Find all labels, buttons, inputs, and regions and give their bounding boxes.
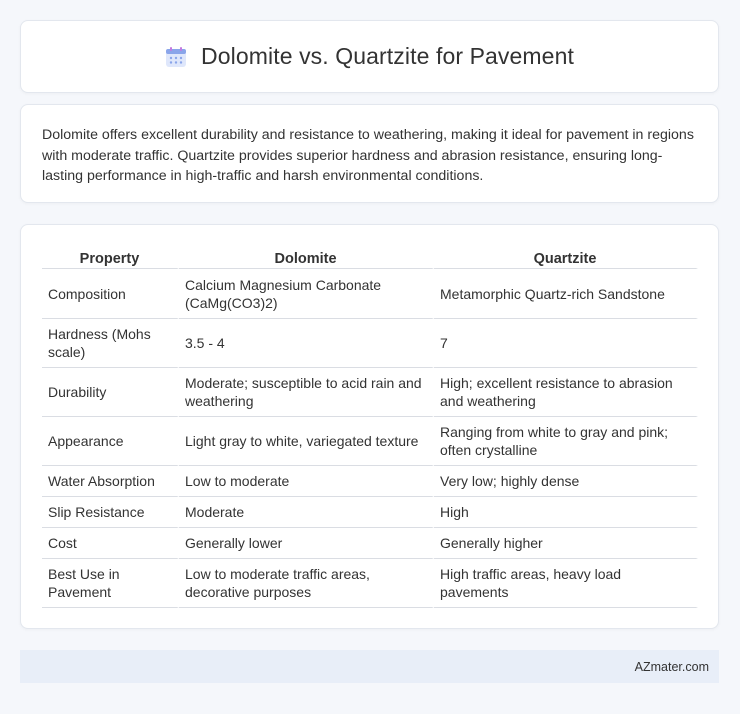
quartzite-cell: High traffic areas, heavy load pavements bbox=[434, 559, 698, 608]
dolomite-cell: Low to moderate traffic areas, decorative purposes bbox=[179, 559, 434, 608]
dolomite-cell: Light gray to white, variegated texture bbox=[179, 417, 434, 466]
quartzite-cell: Ranging from white to gray and pink; often crystalline bbox=[434, 417, 698, 466]
footer-brand: AZmater.com bbox=[634, 659, 709, 674]
quartzite-cell: Generally higher bbox=[434, 528, 698, 559]
quartzite-cell: High bbox=[434, 497, 698, 528]
property-cell: Cost bbox=[42, 528, 179, 559]
description-card bbox=[20, 104, 719, 203]
table-row bbox=[42, 417, 698, 466]
table-row bbox=[42, 319, 698, 368]
property-cell: Hardness (Mohs scale) bbox=[42, 319, 179, 368]
calendar-icon bbox=[165, 46, 187, 68]
property-cell: Appearance bbox=[42, 417, 179, 466]
table-row bbox=[42, 466, 698, 497]
table-row bbox=[42, 269, 698, 319]
footer bbox=[20, 650, 719, 683]
quartzite-cell: Metamorphic Quartz-rich Sandstone bbox=[434, 269, 698, 319]
table-header-row bbox=[42, 245, 698, 269]
column-header-dolomite: Dolomite bbox=[179, 245, 434, 269]
title-card bbox=[20, 20, 719, 93]
dolomite-cell: Moderate; susceptible to acid rain and weathering bbox=[179, 368, 434, 417]
quartzite-cell: High; excellent resistance to abrasion and weathering bbox=[434, 368, 698, 417]
property-cell: Slip Resistance bbox=[42, 497, 179, 528]
comparison-table bbox=[42, 245, 698, 608]
description-text: Dolomite offers excellent durability and resistance to weathering, making it ideal for pavement in regions with moderate traffic. Quartzite provides superior hardness and abrasion resistance, ensuring long-lasting performance in high-traffic and harsh environmental conditions. bbox=[42, 127, 694, 184]
dolomite-cell: 3.5 - 4 bbox=[179, 319, 434, 368]
table-row bbox=[42, 559, 698, 608]
dolomite-cell: Moderate bbox=[179, 497, 434, 528]
table-row bbox=[42, 528, 698, 559]
property-cell: Water Absorption bbox=[42, 466, 179, 497]
quartzite-cell: 7 bbox=[434, 319, 698, 368]
property-cell: Composition bbox=[42, 269, 179, 319]
column-header-property: Property bbox=[42, 245, 179, 269]
column-header-quartzite: Quartzite bbox=[434, 245, 698, 269]
page-title: Dolomite vs. Quartzite for Pavement bbox=[201, 43, 574, 69]
dolomite-cell: Low to moderate bbox=[179, 466, 434, 497]
property-cell: Durability bbox=[42, 368, 179, 417]
comparison-card bbox=[20, 224, 719, 629]
property-cell: Best Use in Pavement bbox=[42, 559, 179, 608]
dolomite-cell: Calcium Magnesium Carbonate (CaMg(CO3)2) bbox=[179, 269, 434, 319]
quartzite-cell: Very low; highly dense bbox=[434, 466, 698, 497]
dolomite-cell: Generally lower bbox=[179, 528, 434, 559]
table-row bbox=[42, 497, 698, 528]
table-row bbox=[42, 368, 698, 417]
title-wrap bbox=[165, 43, 574, 70]
